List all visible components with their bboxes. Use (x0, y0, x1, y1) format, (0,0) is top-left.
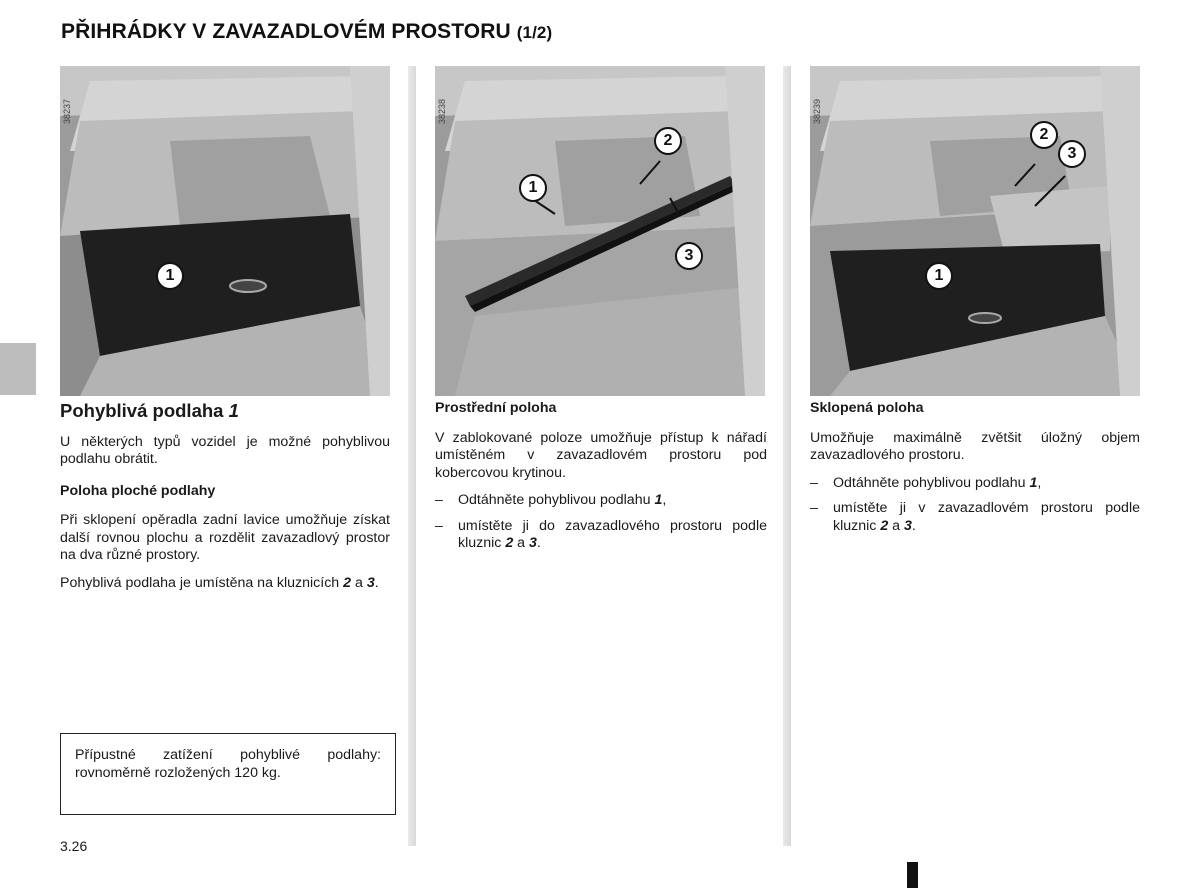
list-item (810, 475, 1140, 493)
callout-3: 3 (675, 242, 703, 270)
period: . (911, 517, 916, 534)
comma: , (662, 492, 667, 508)
column-middle-position (435, 400, 767, 561)
ref-1: 1 (1029, 474, 1038, 491)
paragraph: Umožňuje maximálně zvětšit úložný objem zavazadlového prostoru. (810, 429, 1140, 463)
callout-2: 2 (654, 127, 682, 155)
figure-code: 38237 (62, 98, 72, 124)
callout-1: 1 (925, 262, 953, 290)
callout-2: 2 (1030, 121, 1058, 149)
trunk-photo-flat-floor (60, 66, 390, 396)
comma: , (1037, 474, 1042, 491)
list-item-text: Odtáhněte pohyblivou podlahu (458, 492, 651, 508)
ref-3: 3 (529, 535, 537, 551)
paragraph: Při sklopení opěradla zadní lavice umožňuje získat další rovnou plochu a rozdělit zavazadlový prostor na dva různé prostory. (60, 512, 390, 563)
column-divider-2 (783, 66, 791, 846)
section-heading: Sklopená poloha (810, 400, 924, 416)
paragraph-rails (60, 575, 390, 593)
ref-2: 2 (880, 517, 889, 534)
ref-3: 3 (904, 517, 912, 534)
column-folded-position (810, 400, 1140, 543)
section-heading (60, 402, 390, 420)
load-note-text: Přípustné zatížení pohyblivé podlahy: rovnoměrně rozložených 120 kg. (75, 747, 381, 781)
dash: – (435, 517, 443, 534)
callout-1: 1 (519, 174, 547, 202)
page-number: 3.26 (60, 838, 88, 854)
conjunction: a (355, 574, 363, 591)
dash: – (810, 474, 818, 491)
subheading: Poloha ploché podlahy (60, 482, 216, 499)
ref-3: 3 (366, 574, 375, 591)
paragraph: V zablokované poloze umožňuje přístup k nářadí umístěném v zavazadlovém prostoru pod kobercovou krytinou. (435, 429, 767, 481)
list-item-text: umístěte ji do zavazadlového prostoru podle kluznic (458, 517, 767, 551)
dash: – (810, 500, 818, 516)
list-item (435, 518, 767, 553)
page-title-suffix: (1/2) (516, 23, 553, 42)
list-item (435, 492, 767, 510)
ref-2: 2 (505, 535, 514, 551)
period: . (536, 535, 541, 551)
column-flat-floor (60, 400, 390, 602)
intro-paragraph: U některých typů vozidel je možné pohyblivou podlahu obrátit. (60, 433, 390, 467)
chapter-tab (0, 343, 36, 395)
trunk-illustration-2 (435, 66, 765, 396)
callout-3: 3 (1058, 140, 1086, 168)
section-heading: Prostřední poloha (435, 400, 557, 416)
conjunction: a (892, 517, 901, 534)
list-item (810, 500, 1140, 535)
list-item-text: Odtáhněte pohyblivou podlahu (833, 474, 1026, 491)
load-note-box (60, 733, 396, 815)
crop-mark (907, 862, 918, 888)
section-heading-text: Pohyblivá podlaha (60, 400, 224, 421)
trunk-photo-middle-position (435, 66, 765, 396)
page-title-text: PŘIHRÁDKY V ZAVAZADLOVÉM PROSTORU (61, 20, 511, 43)
conjunction: a (517, 535, 526, 551)
column-divider-1 (408, 66, 416, 846)
ref-1: 1 (654, 492, 663, 508)
figure-code: 38238 (437, 98, 447, 124)
section-heading-ref: 1 (228, 400, 239, 421)
page-title (61, 20, 552, 44)
ref-2: 2 (343, 574, 352, 591)
trunk-illustration-3 (810, 66, 1140, 396)
trunk-illustration-1 (60, 66, 390, 396)
trunk-photo-folded-position (810, 66, 1140, 396)
callout-1: 1 (156, 262, 184, 290)
dash: – (435, 492, 443, 508)
figure-code: 38239 (812, 98, 822, 124)
list-item-text: umístěte ji v zavazadlovém prostoru podle kluznic (833, 500, 1140, 534)
paragraph-text: Pohyblivá podlaha je umístěna na kluznicích (60, 574, 340, 591)
period: . (374, 574, 379, 591)
